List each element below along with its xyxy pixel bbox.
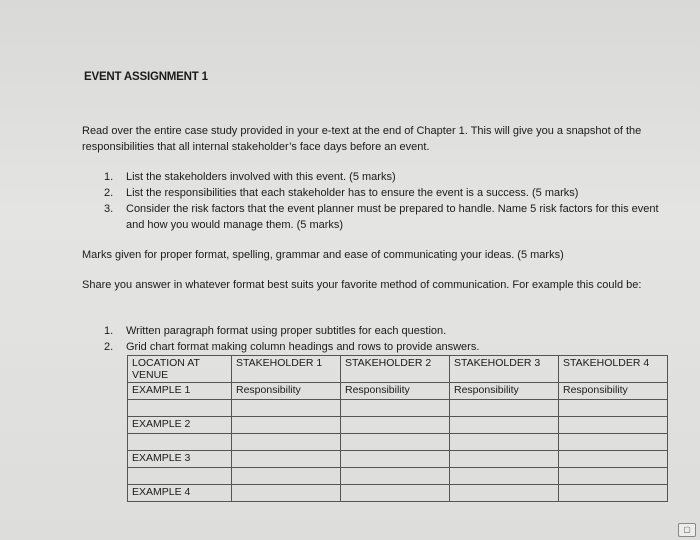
table-cell [450,417,559,434]
table-cell [341,417,450,434]
viewer-corner-icon[interactable]: ▢ [678,523,696,537]
stakeholder-grid-table [127,355,668,502]
table-header-cell: STAKEHOLDER 4 [559,356,668,383]
list-item [104,323,664,339]
table-cell [559,417,668,434]
table-cell [450,485,559,502]
table-row [128,383,668,400]
table-cell: EXAMPLE 1 [128,383,232,400]
table-row [128,451,668,468]
list-item [104,185,664,201]
list-item [104,339,664,355]
table-cell [341,485,450,502]
table-cell: Responsibility [341,383,450,400]
share-note: Share you answer in whatever format best suits your favorite method of communication. For example this could be: [82,279,642,291]
table-cell [450,451,559,468]
format-list [104,323,664,355]
table-header-cell: LOCATION AT VENUE [128,356,232,383]
list-text: Consider the risk factors that the event planner must be prepared to handle. Name 5 risk factors for this event and how you would manage them. (5 marks) [126,203,659,231]
table-row [128,485,668,502]
table-header-cell: STAKEHOLDER 2 [341,356,450,383]
list-text: List the responsibilities that each stakeholder has to ensure the event is a success. (5 marks) [126,187,579,199]
table-cell: Responsibility [232,383,341,400]
table-cell: Responsibility [450,383,559,400]
table-cell: EXAMPLE 4 [128,485,232,502]
table-cell: EXAMPLE 2 [128,417,232,434]
intro-paragraph: Read over the entire case study provided in your e-text at the end of Chapter 1. This will give you a snapshot of the responsibilities that all internal stakeholder’s face days before an event. [82,125,642,153]
table-cell [559,451,668,468]
list-number: 2. [104,187,114,199]
list-text: Grid chart format making column headings and rows to provide answers. [126,341,480,353]
table-spacer-row [128,434,668,451]
table-header-cell: STAKEHOLDER 1 [232,356,341,383]
table-cell: EXAMPLE 3 [128,451,232,468]
table-cell [232,485,341,502]
table-cell [341,451,450,468]
list-number: 3. [104,203,114,215]
list-text: List the stakeholders involved with this event. (5 marks) [126,171,396,183]
table-spacer-row [128,400,668,417]
table-cell [559,485,668,502]
list-number: 1. [104,171,114,183]
table-cell [232,417,341,434]
list-text: Written paragraph format using proper subtitles for each question. [126,325,447,337]
table-cell: Responsibility [559,383,668,400]
marks-note: Marks given for proper format, spelling, grammar and ease of communicating your ideas. (5 marks) [82,249,564,261]
list-number: 1. [104,325,114,337]
list-number: 2. [104,341,114,353]
table-cell [232,451,341,468]
table-header-cell: STAKEHOLDER 3 [450,356,559,383]
task-list [104,169,664,233]
table-header-row [128,356,668,383]
document-title: EVENT ASSIGNMENT 1 [84,71,208,83]
list-item [104,169,664,185]
table-spacer-row [128,468,668,485]
list-item [104,201,664,233]
table-row [128,417,668,434]
